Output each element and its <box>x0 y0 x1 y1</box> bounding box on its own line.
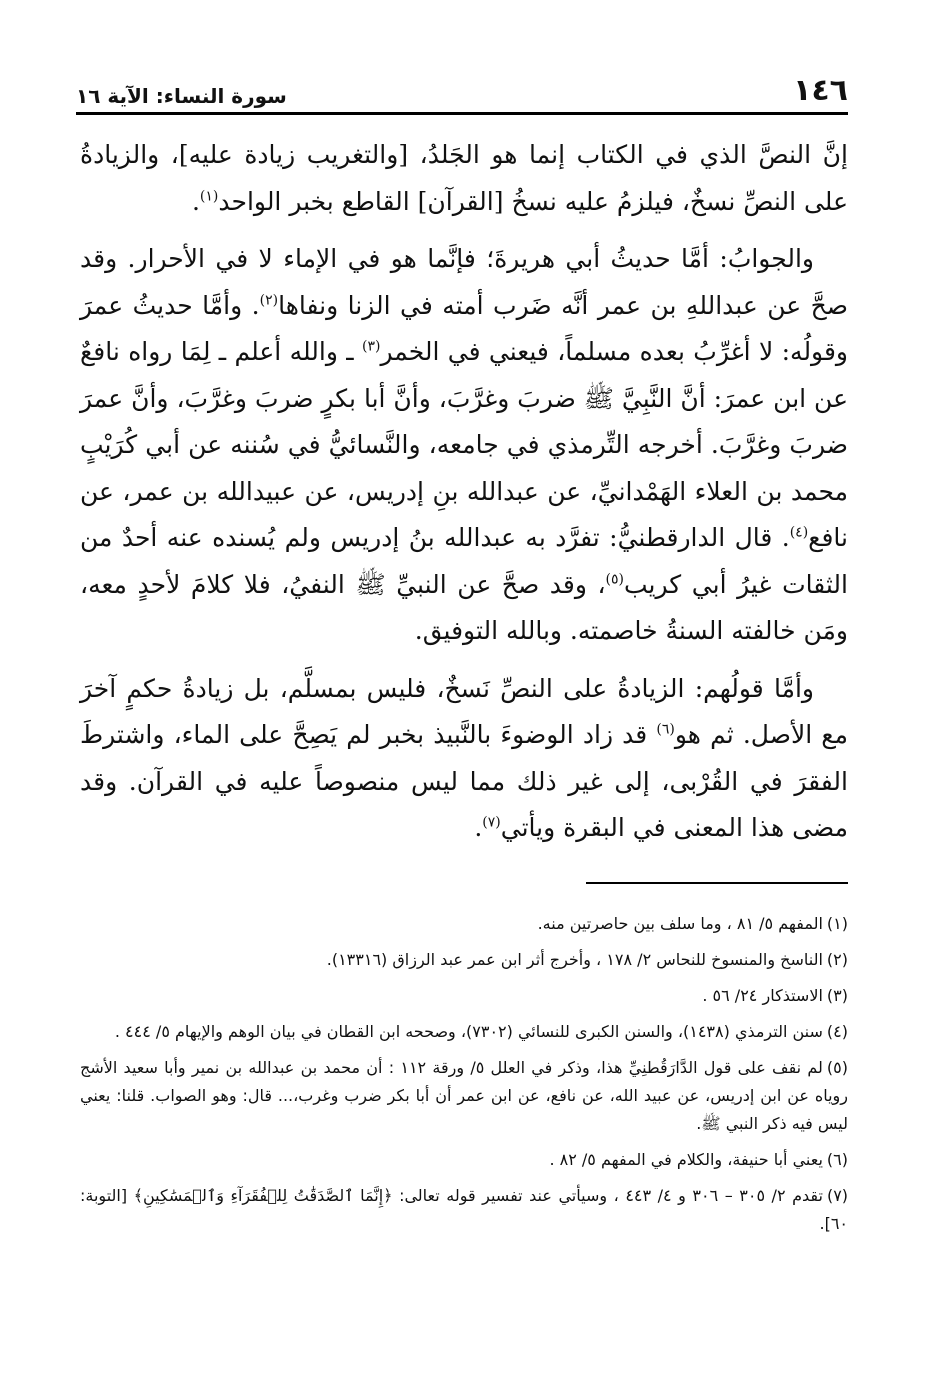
footnote <box>80 1054 848 1138</box>
paragraph-3 <box>80 666 848 852</box>
footnote-text: الناسخ والمنسوخ للنحاس ٢/ ١٧٨ ، وأخرج أثر ابن عمر عبد الرزاق (١٣٣١٦). <box>326 950 823 969</box>
footnote-text: الاستذكار ٢٤/ ٥٦ . <box>702 986 823 1005</box>
page-number: ١٤٦ <box>793 73 848 108</box>
footnote <box>80 1146 848 1174</box>
footnotes <box>80 910 848 1246</box>
footnote-ref: (٢) <box>259 292 279 309</box>
paragraph-1 <box>80 132 848 225</box>
footnote-number: (٤) <box>826 1022 848 1041</box>
header-rule <box>76 112 848 115</box>
footnote <box>80 946 848 974</box>
footnote-ref: (٥) <box>605 571 624 588</box>
footnote-number: (٦) <box>826 1150 848 1169</box>
footnote-ref: (٤) <box>789 524 809 541</box>
paragraph-text: إنَّ النصَّ الذي في الكتاب إنما هو الجَلدُ، [والتغريب زيادة عليه]، والزيادةُ على النصِّ نسخٌ، فيلزمُ عليه نسخُ [القرآن] القاطع بخبر الواحد <box>80 140 848 216</box>
footnote <box>80 982 848 1010</box>
paragraph-text: والجوابُ: أمَّا حديثُ أبي هريرةَ؛ فإنَّما هو في الإماء لا في الأحرار. وقد صحَّ عن عبداللهِ بن عمر أنَّه ضَرب أمته في الزنا ونفاها <box>80 244 848 320</box>
footnote-number: (٣) <box>826 986 848 1005</box>
footnote-text: تقدم ٢/ ٣٠٥ – ٣٠٦ و ٤/ ٤٤٣ ، وسيأتي عند تفسير قوله تعالى: ﴿إِنَّمَا ٱلصَّدَقَٰتُ لِلۡفُقَرَآءِ وَٱلۡمَسَٰكِينِ﴾ [التوبة: ٦٠]. <box>80 1186 848 1233</box>
running-title: سورة النساء: الآية ١٦ <box>76 84 287 108</box>
paragraph-text: ـ والله أعلم ـ لِمَا رواه نافعٌ عن ابن عمرَ: أنَّ النَّبِيَّ ﷺ ضربَ وغرَّبَ، وأنَّ أبا بكرٍ ضربَ وغرَّبَ، وأنَّ عمرَ ضربَ وغرَّبَ. أخرجه التِّرمذي في جامعه، والنَّسائيُّ في سُننه عن أبي كُرَيْبٍ محمد بن العلاء الهَمْدانيِّ، عن عبدالله بنِ إدريس، عن عبيدالله بن عمر، عن نافع <box>80 337 848 552</box>
footnote-number: (٥) <box>826 1058 848 1077</box>
page-header <box>76 66 848 106</box>
footnote-number: (٧) <box>826 1186 849 1205</box>
footnote-number: (٢) <box>826 950 848 969</box>
footnote-ref: (٧) <box>482 814 501 831</box>
paragraph-text: قد زاد الوضوءَ بالنَّبيذ بخبر لم يَصِحَّ على الماء، واشترطَ الفقرَ في القُرْبى، إلى غير ذلك مما ليس منصوصاً عليه في القرآن. وقد مضى هذا المعنى في البقرة ويأتي <box>80 720 848 842</box>
paragraph-text: . قال الدارقطنيُّ: تفرَّد به عبدالله بنُ إدريس ولم يُسنده عنه أحدٌ من الثقات غيرُ أبي كريب <box>80 523 848 599</box>
footnote-text: لم نقف على قول الدَّارَقُطنِيِّ هذا، وذكر في العلل ٥/ ورقة ١١٢ : أن محمد بن عبدالله بن نمير وأبا سعيد الأشج روياه عن ابن إدريس، عن عبيد الله، عن نافع، عن ابن عمر أن أبا بكر ضرب وغرب،... قال: وهو الصواب. قلنا: يعني ليس فيه ذكر النبي ﷺ. <box>80 1058 848 1133</box>
footnote-ref: (١) <box>199 188 219 205</box>
paragraph-text: . <box>191 186 200 216</box>
footnote-separator <box>586 882 848 884</box>
footnote-text: المفهم ٥/ ٨١ ، وما سلف بين حاصرتين منه. <box>537 914 823 933</box>
paragraph-text: . وأمَّا حديثُ عمرَ وقولُه: لا أغرِّبُ بعده مسلماً، فيعني في الخمر <box>80 290 848 366</box>
footnote <box>80 910 848 938</box>
paragraph-text: ، وقد صحَّ عن النبيِّ ﷺ النفيُ، فلا كلامَ لأحدٍ معه، ومَن خالفته السنةُ خاصمته. وبالله التوفيق. <box>80 569 848 645</box>
footnote <box>80 1182 848 1238</box>
footnote-text: يعني أبا حنيفة، والكلام في المفهم ٥/ ٨٢ . <box>549 1150 823 1169</box>
footnote-ref: (٣) <box>361 338 381 355</box>
footnote <box>80 1018 848 1046</box>
footnote-ref: (٦) <box>656 721 675 738</box>
footnote-number: (١) <box>826 914 848 933</box>
paragraph-2 <box>80 236 848 655</box>
footnote-text: سنن الترمذي (١٤٣٨)، والسنن الكبرى للنسائي (٧٣٠٢)، وصححه ابن القطان في بيان الوهم والإيهام ٥/ ٤٤٤ . <box>114 1022 823 1041</box>
paragraph-text: وأمَّا قولُهم: الزيادةُ على النصِّ نَسخٌ، فليس بمسلَّم، بل زيادةُ حكمٍ آخرَ مع الأصل. ثم هو <box>80 673 848 749</box>
main-text <box>80 132 848 863</box>
paragraph-text: . <box>474 813 483 842</box>
